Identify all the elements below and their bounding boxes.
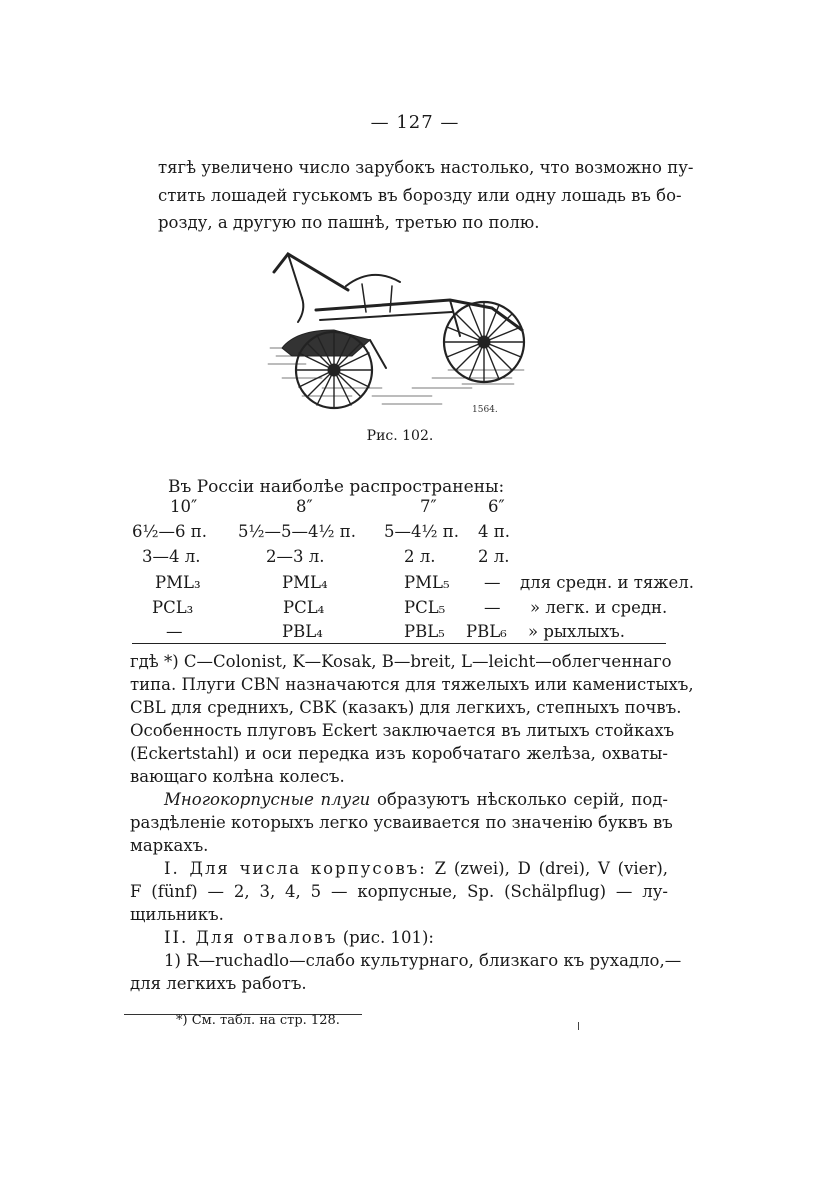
table-cell: PML₄ [282,573,328,592]
text-line: вающаго колѣна колесъ. [130,767,345,786]
table-intro: Въ Россіи наиболѣе распространены: [168,477,505,497]
text-line: маркахъ. [130,836,209,855]
plough-illustration [262,238,534,416]
text-line: Особенность плуговъ Eckert заключается въ литыхъ стойкахъ [130,721,675,740]
table-header: 6″ [488,497,505,516]
table-cell: 3—4 л. [142,547,201,566]
text-line: (Eckertstahl) и оси передка изъ коробчатаго желѣза, охваты- [130,744,668,763]
footnote: *) См. табл. на стр. 128. [176,1013,340,1028]
text-line: раздѣленіе которыхъ легко усваивается по значенію буквъ въ [130,813,673,832]
table-cell: » легк. и средн. [530,598,668,617]
table-cell: PBL₆ [466,622,507,641]
table-header: 10″ [170,497,198,516]
table-cell: PCL₃ [152,598,194,617]
print-mark [578,1022,579,1030]
table-cell: — [484,598,501,617]
table-cell: PBL₄ [282,622,323,641]
figure-caption: Рис. 102. [366,428,434,444]
table-cell: 2—3 л. [266,547,325,566]
table-cell: 4 п. [478,522,510,541]
main-text [130,650,694,995]
section-heading: II. Для отваловъ [164,928,338,947]
table-cell: 6½—6 п. [132,522,207,541]
text-span: Z (zwei), D (drei), V (vier), [434,859,668,878]
table-cell: PBL₅ [404,622,445,641]
text-line: 1) R—ruchadlo—слабо культурнаго, близкаго къ рухадло,— [164,951,682,970]
table-header: 8″ [296,497,313,516]
text-line: для легкихъ работъ. [130,974,307,993]
table-cell: 2 л. [478,547,510,566]
table-cell: 2 л. [404,547,436,566]
table-cell: PML₃ [155,573,201,592]
table-rule [132,643,666,644]
table-cell: 5—4½ п. [384,522,459,541]
text-span: (рис. 101): [342,928,434,947]
table-cell: для средн. и тяжел. [520,573,694,592]
table-cell: 5½—5—4½ п. [238,522,356,541]
table-cell: PCL₄ [283,598,325,617]
engraving-mark: 1564. [472,405,498,415]
italic-term: Многокорпусные плуги [164,790,371,809]
page-number: — 127 — [370,112,460,133]
paragraph-line: тягѣ увеличено число зарубокъ настолько, что возможно пу- [158,158,694,177]
table-cell: — [166,622,183,641]
paragraph-line: розду, а другую по пашнѣ, третью по полю. [158,213,540,232]
text-line: типа. Плуги CBN назначаются для тяжелыхъ или каменистыхъ, [130,675,694,694]
table-cell: » рыхлыхъ. [528,622,626,641]
table-header: 7″ [420,497,437,516]
table-cell: PML₅ [404,573,450,592]
text-span: образуютъ нѣсколько серій, под- [376,790,669,809]
section-heading: I. Для числа корпусовъ: [164,859,427,878]
text-line [130,857,668,880]
text-line [130,788,668,811]
text-line [130,926,668,949]
text-line: гдѣ *) C—Colonist, K—Kosak, B—breit, L—leicht—облегченнаго [130,652,672,671]
paragraph-line: стить лошадей гуськомъ въ борозду или одну лошадь въ бо- [158,186,682,205]
text-line: F (fünf) — 2, 3, 4, 5 — корпусные, Sp. (Schälpflug) — лу- [130,882,668,901]
table-cell: PCL₅ [404,598,446,617]
table-cell: — [484,573,501,592]
text-line: щильникъ. [130,905,224,924]
text-line: CBL для среднихъ, CBK (казакъ) для легкихъ, степныхъ почвъ. [130,698,682,717]
